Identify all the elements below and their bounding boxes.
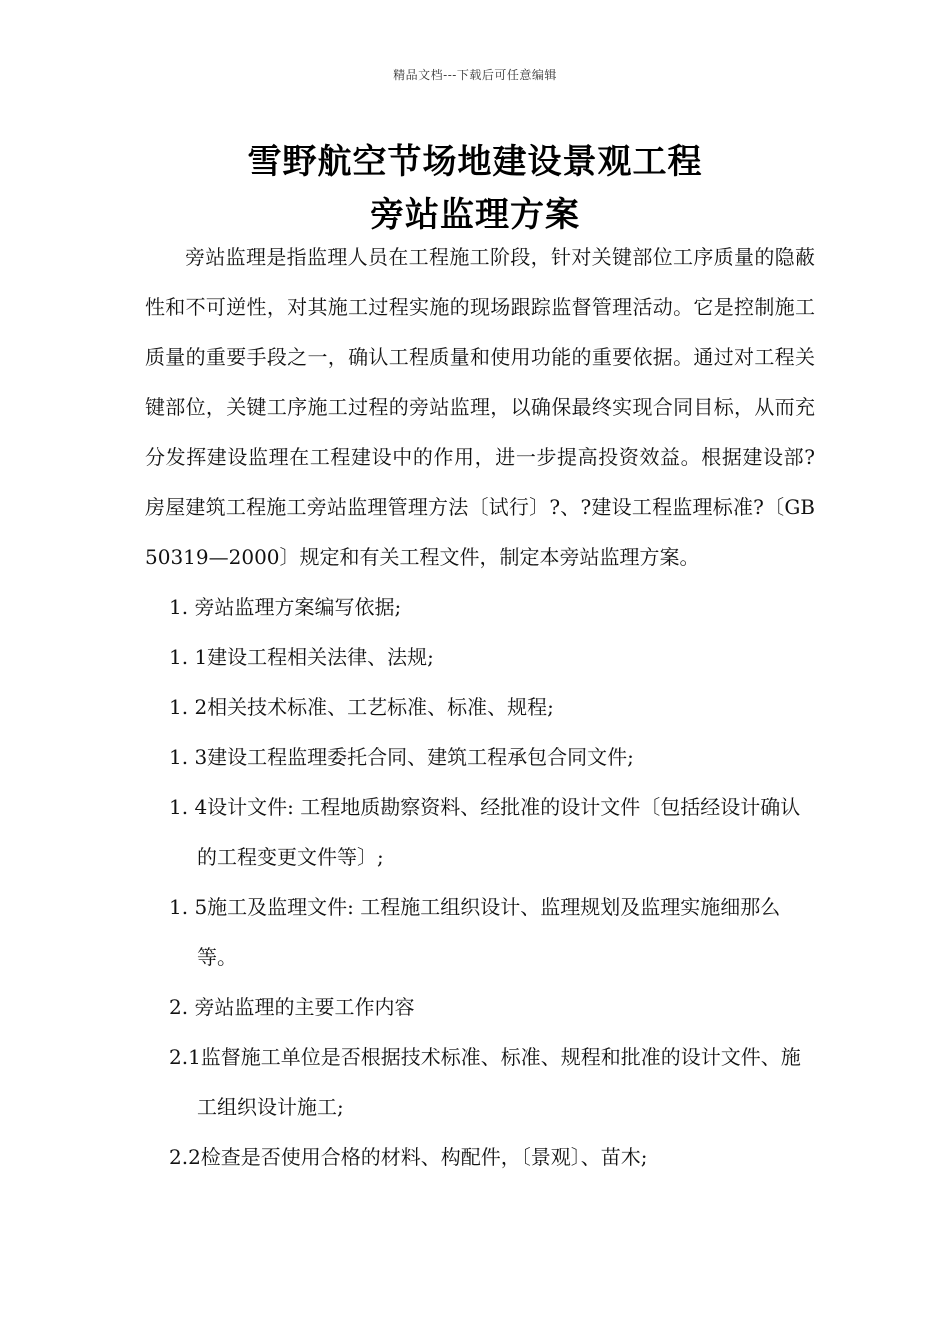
document-title-line-1: 雪野航空节场地建设景观工程 xyxy=(247,142,703,182)
list-item-1-3: 1. 3建设工程监理委托合同、建筑工程承包合同文件; xyxy=(169,745,634,769)
page-header-note: 精品文档---下载后可任意编辑 xyxy=(393,68,557,82)
document-title-line-2: 旁站监理方案 xyxy=(370,195,580,235)
list-item-1-1: 1. 1建设工程相关法律、法规; xyxy=(169,645,434,669)
list-item-1: 1. 旁站监理方案编写依据; xyxy=(169,595,402,619)
list-item-1-4: 1. 4设计文件: 工程地质勘察资料、经批准的设计文件〔包括经设计确认的工程变更文件等〕; xyxy=(169,795,801,869)
list-item-2: 2. 旁站监理的主要工作内容 xyxy=(169,995,415,1019)
list-item-1-5: 1. 5施工及监理文件: 工程施工组织设计、监理规划及监理实施细那么等。 xyxy=(169,895,781,969)
intro-paragraph: 旁站监理是指监理人员在工程施工阶段，针对关键部位工序质量的隐蔽性和不可逆性，对其施工过程实施的现场跟踪监督管理活动。它是控制施工质量的重要手段之一，确认工程质量和使用功能的重要依据。通过对工程关键部位，关键工序施工过程的旁站监理，以确保最终实现合同目标，从而充分发挥建设监理在工程建设中的作用，进一步提高投资效益。根据建设部?房屋建筑工程施工旁站监理管理方法〔试行〕?、?建设工程监理标准?〔GB50319—2000〕规定和有关工程文件，制定本旁站监理方案。 xyxy=(145,245,815,569)
document-body xyxy=(145,232,815,1182)
list-item-1-2: 1. 2相关技术标准、工艺标准、标准、规程; xyxy=(169,695,554,719)
list-item-2-1: 2.1监督施工单位是否根据技术标准、标准、规程和批准的设计文件、施工组织设计施工; xyxy=(169,1045,801,1119)
list-item-2-2: 2.2检查是否使用合格的材料、构配件，〔景观〕、苗木; xyxy=(169,1145,648,1169)
